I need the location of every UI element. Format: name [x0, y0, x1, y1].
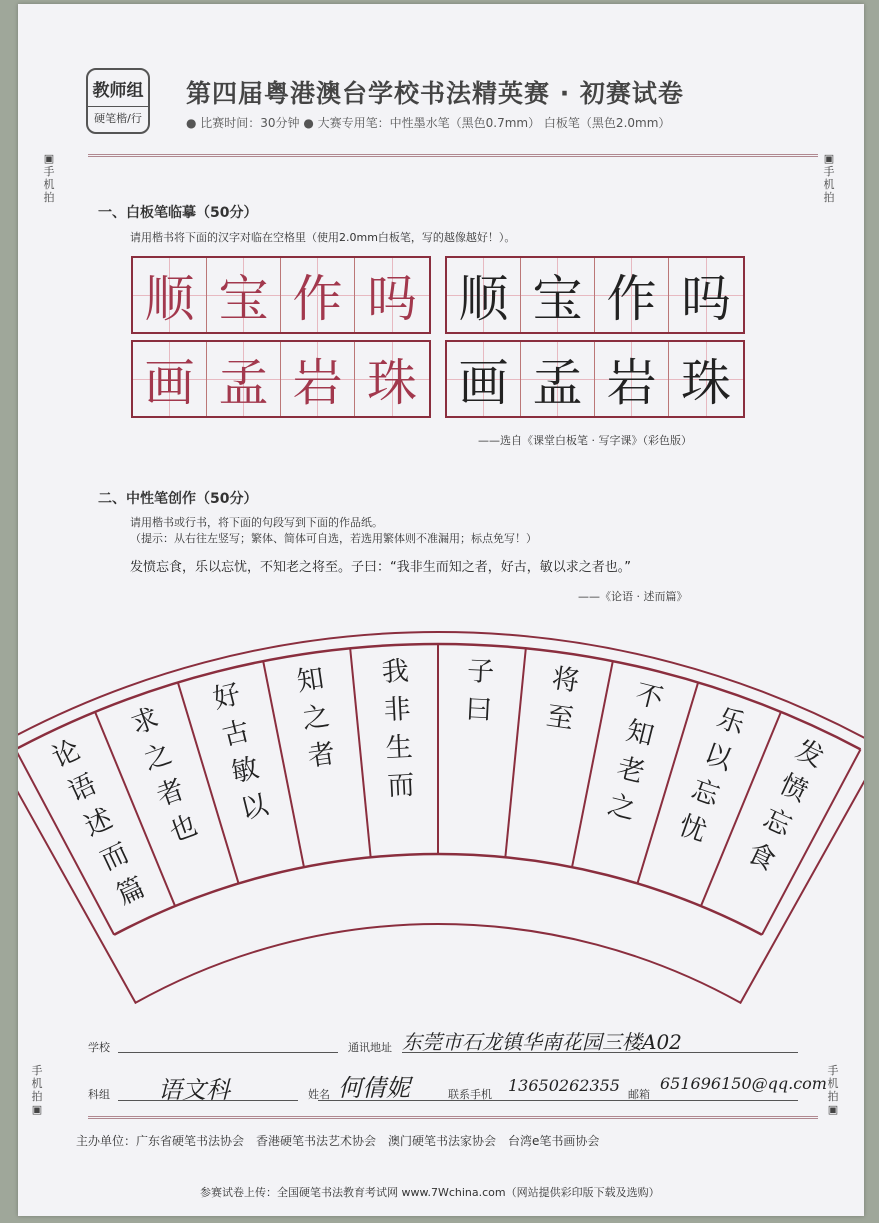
copy-cell[interactable]: 宝: [207, 258, 281, 332]
copy-cell[interactable]: 作: [281, 258, 355, 332]
model-char: 宝: [521, 258, 595, 332]
camera-icon: ▣: [43, 152, 55, 165]
fan-character: 好: [209, 678, 244, 716]
fan-character: 老: [613, 752, 648, 789]
section2-heading: 二、中性笔创作（50分）: [98, 491, 258, 507]
contact-field: [318, 1100, 798, 1101]
group-field: [118, 1100, 298, 1101]
phone-value[interactable]: 13650262355: [508, 1076, 620, 1095]
address-label: 通讯地址: [348, 1041, 392, 1054]
fan-character: 子: [466, 655, 495, 689]
badge-title: 教师组: [92, 81, 144, 101]
fan-character: 者: [305, 738, 338, 773]
email-value[interactable]: 651696150@qq.com: [660, 1074, 827, 1093]
fan-character: 愤: [774, 768, 813, 809]
side-note-top-right: ▣ 手机拍: [823, 152, 835, 204]
fan-character: 以: [237, 789, 272, 826]
fan-character: 而: [96, 837, 134, 878]
model-char: 岩: [595, 342, 669, 416]
fan-character: 忧: [674, 809, 711, 849]
side-note-bottom-left: 手机拍 ▣: [31, 1064, 43, 1116]
fan-character: 之: [139, 738, 176, 777]
fan-character: 乐: [712, 702, 749, 741]
fan-artwork-paper[interactable]: [18, 4, 864, 1004]
exam-paper: [18, 4, 864, 1216]
copy-cell[interactable]: 孟: [207, 342, 281, 416]
fan-character: 食: [742, 837, 780, 878]
fan-character: 知: [623, 715, 657, 753]
model-char: 吗: [669, 258, 743, 332]
copy-cell[interactable]: 顺: [133, 258, 207, 332]
model-char: 孟: [521, 342, 595, 416]
page-title: 第四届粤港澳台学校书法精英赛 · 初赛试卷: [186, 79, 684, 108]
fan-character: 忘: [687, 774, 724, 813]
copy-cell[interactable]: 岩: [281, 342, 355, 416]
fan-character: 语: [63, 768, 102, 809]
fan-character: 至: [544, 700, 576, 736]
fan-character: 非: [382, 693, 412, 727]
fan-rib: [18, 749, 114, 934]
fan-character: 者: [152, 774, 189, 813]
section1-heading: 一、白板笔临摹（50分）: [98, 205, 258, 221]
fan-rib: [178, 682, 239, 883]
fan-character: 述: [79, 803, 118, 843]
fan-character: 论: [47, 734, 86, 774]
section1-instruction: 请用楷书将下面的汉字对临在空格里（使用2.0mm白板笔，写的越像越好！）。: [130, 231, 516, 244]
fan-character: 曰: [464, 693, 494, 727]
fan-character: 篇: [112, 871, 150, 912]
section1-source: ——选自《课堂白板笔 · 写字课》（彩色版）: [478, 434, 692, 447]
model-char: 珠: [669, 342, 743, 416]
fan-character: 也: [165, 809, 202, 849]
copy-cell[interactable]: 珠: [355, 342, 429, 416]
model-char: 画: [447, 342, 521, 416]
fan-character: 敏: [228, 752, 263, 789]
address-value[interactable]: 东莞市石龙镇华南花园三楼A02: [402, 1030, 682, 1054]
fan-character: 以: [700, 738, 737, 777]
camera-icon: ▣: [823, 152, 835, 165]
copy-cell[interactable]: 画: [133, 342, 207, 416]
group-value[interactable]: 语文科: [158, 1076, 230, 1104]
section2-quote: 发愤忘食，乐以忘忧，不知老之将至。子曰：“我非生而知之者，好古，敏以求之者也。”: [130, 560, 631, 575]
school-label: 学校: [88, 1041, 110, 1054]
badge-subtitle: 硬笔楷/行: [88, 106, 148, 126]
fan-outline: [18, 632, 864, 1003]
fan-rib: [572, 661, 613, 867]
page-subtitle: ● 比赛时间：30分钟 ● 大赛专用笔：中性墨水笔（黑色0.7mm） 白板笔（黑色2.0mm）: [186, 116, 671, 130]
fan-rib: [637, 682, 698, 883]
fan-bottom-arc: [114, 854, 762, 935]
side-note-top-left: ▣ 手机拍: [43, 152, 55, 204]
name-value[interactable]: 何倩妮: [338, 1074, 410, 1102]
camera-icon: ▣: [31, 1103, 43, 1116]
address-field: [402, 1052, 798, 1053]
fan-character: 忘: [758, 803, 797, 843]
section2-instruction2: （提示：从右往左竖写；繁体、简体可自选，若选用繁体则不准漏用；标点免写！）: [130, 532, 537, 545]
fan-rib: [762, 749, 861, 934]
fan-character: 之: [300, 700, 332, 736]
model-char: 作: [595, 258, 669, 332]
fan-character: 不: [632, 678, 667, 716]
fan-character: 求: [127, 702, 164, 741]
footer-divider: [88, 1116, 818, 1119]
email-label: 邮箱: [628, 1088, 650, 1101]
copy-cell[interactable]: 吗: [355, 258, 429, 332]
fan-character: 生: [384, 731, 414, 765]
footer-note: 参赛试卷上传：全国硬笔书法教育考试网 www.7Wchina.com（网站提供彩印版下载及选购）: [200, 1186, 660, 1199]
phone-label: 联系手机: [448, 1088, 492, 1101]
organizers: 主办单位：广东省硬笔书法协会 香港硬笔书法艺术协会 澳门硬笔书法家协会 台湾e笔书画协会: [76, 1134, 600, 1148]
fan-character: 发: [790, 734, 829, 774]
fan-rib: [505, 648, 525, 857]
camera-icon: ▣: [827, 1103, 839, 1116]
section2-source: ——《论语 · 述而篇》: [578, 590, 688, 603]
fan-character: 我: [381, 655, 410, 689]
model-char: 顺: [447, 258, 521, 332]
school-field[interactable]: [118, 1052, 338, 1053]
name-label: 姓名: [308, 1088, 330, 1101]
fan-character: 古: [219, 715, 253, 753]
group-label: 科组: [88, 1088, 110, 1101]
fan-character: 而: [386, 769, 416, 803]
fan-rib: [350, 648, 370, 857]
section2-instruction1: 请用楷书或行书，将下面的句段写到下面的作品纸。: [130, 516, 383, 529]
fan-character: 之: [604, 789, 639, 826]
side-note-bottom-right: 手机拍 ▣: [827, 1064, 839, 1116]
fan-character: 将: [549, 663, 582, 698]
fan-character: 知: [294, 663, 327, 698]
